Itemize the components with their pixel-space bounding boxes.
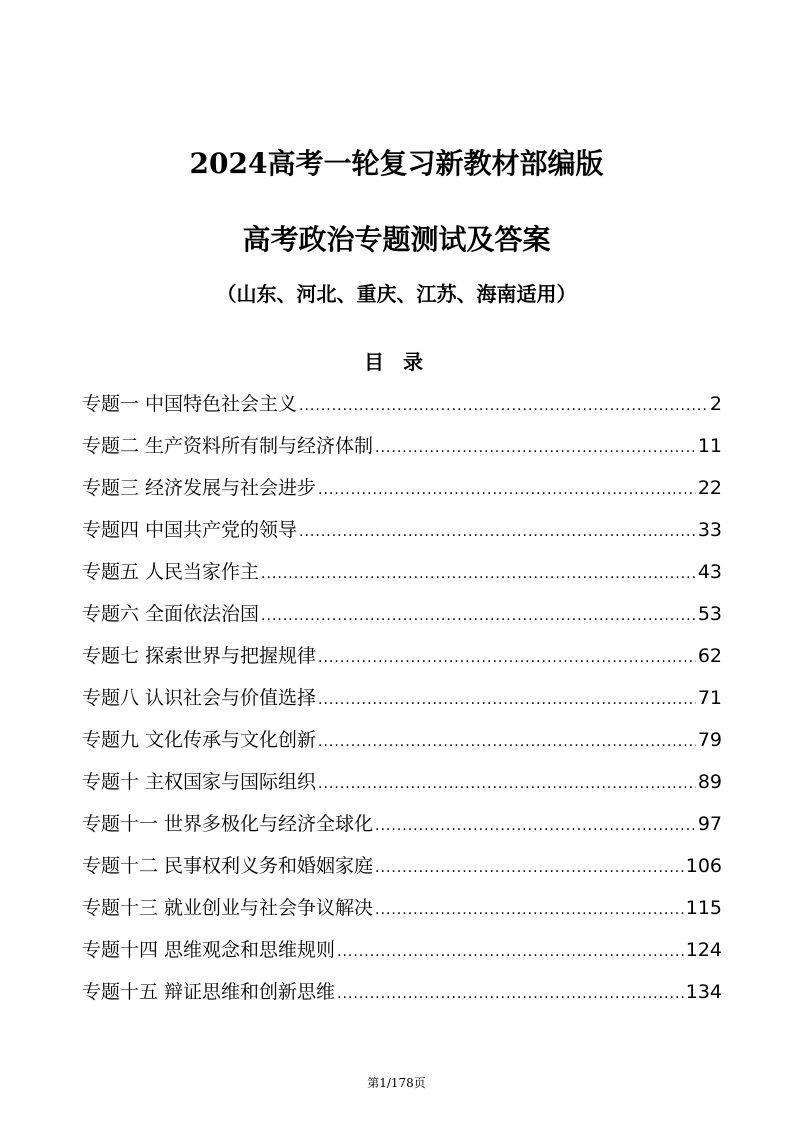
toc-entry-page: 53 [697,603,722,625]
toc-entry-number: 专题一 [82,393,140,415]
toc-entry-title: 思维观念和思维规则 [164,939,336,961]
toc-entry-number: 专题十五 [82,981,159,1003]
toc-entry-page: 79 [697,729,722,751]
toc-entry[interactable] [82,719,722,761]
toc-entry-number: 专题九 [82,729,140,751]
toc-entry-title: 中国共产党的领导 [145,519,298,541]
toc-entry-page: 115 [685,897,722,919]
toc-entry-number: 专题十四 [82,939,159,961]
toc-entry[interactable] [82,593,722,635]
toc-entry[interactable] [82,425,722,467]
applicability-note: （山东、河北、重庆、江苏、海南适用） [216,282,577,306]
toc-entry-title: 世界多极化与经济全球化 [164,813,374,835]
toc-leader-dots [261,595,696,635]
toc-entry[interactable] [82,677,722,719]
toc-entry[interactable] [82,929,722,971]
toc-entry-number: 专题二 [82,435,140,457]
toc-entry[interactable] [82,845,722,887]
toc-entry-number: 专题十一 [82,813,159,835]
table-of-contents [82,383,722,1013]
toc-entry-number: 专题四 [82,519,140,541]
toc-entry-page: 62 [697,645,722,667]
toc-leader-dots [318,469,696,509]
toc-entry-title: 人民当家作主 [145,561,260,583]
toc-leader-dots [261,553,696,593]
document-title: 2024高考一轮复习新教材部编版 [189,147,604,180]
toc-entry-title: 主权国家与国际组织 [145,771,317,793]
toc-entry-number: 专题十二 [82,855,159,877]
toc-entry-page: 43 [697,561,722,583]
toc-entry-number: 专题三 [82,477,140,499]
toc-entry[interactable] [82,509,722,551]
toc-entry-title: 经济发展与社会进步 [145,477,317,499]
toc-entry-page: 106 [685,855,722,877]
toc-entry-page: 97 [697,813,722,835]
toc-leader-dots [375,805,696,845]
toc-entry-title: 中国特色社会主义 [145,393,298,415]
toc-leader-dots [375,427,696,467]
toc-entry-title: 生产资料所有制与经济体制 [145,435,374,457]
toc-entry[interactable] [82,551,722,593]
toc-entry-title: 探索世界与把握规律 [145,645,317,667]
toc-leader-dots [318,679,696,719]
toc-entry[interactable] [82,635,722,677]
document-subtitle: 高考政治专题测试及答案 [242,223,551,256]
toc-entry-title: 认识社会与价值选择 [145,687,317,709]
toc-entry-number: 专题六 [82,603,140,625]
toc-leader-dots [299,385,708,425]
toc-entry-number: 专题十三 [82,897,159,919]
toc-leader-dots [375,847,684,887]
toc-entry-page: 71 [697,687,722,709]
toc-leader-dots [299,511,696,551]
toc-entry-title: 全面依法治国 [145,603,260,625]
toc-leader-dots [318,763,696,803]
toc-leader-dots [337,931,684,971]
toc-entry-page: 11 [697,435,722,457]
toc-entry-number: 专题十 [82,771,140,793]
toc-leader-dots [337,973,684,1013]
toc-entry[interactable] [82,467,722,509]
toc-entry-number: 专题八 [82,687,140,709]
toc-leader-dots [318,721,696,761]
toc-entry-number: 专题五 [82,561,140,583]
toc-entry-page: 2 [709,393,722,415]
toc-entry[interactable] [82,803,722,845]
toc-entry-page: 22 [697,477,722,499]
toc-entry-title: 民事权利义务和婚姻家庭 [164,855,374,877]
toc-entry[interactable] [82,383,722,425]
toc-entry-title: 文化传承与文化创新 [145,729,317,751]
page-number-footer: 第1/178页 [367,1076,426,1090]
toc-entry-page: 134 [685,981,722,1003]
toc-entry-number: 专题七 [82,645,140,667]
toc-entry-title: 辩证思维和创新思维 [164,981,336,1003]
toc-entry-title: 就业创业与社会争议解决 [164,897,374,919]
toc-entry-page: 33 [697,519,722,541]
toc-entry-page: 124 [685,939,722,961]
toc-leader-dots [318,637,696,677]
toc-entry[interactable] [82,971,722,1013]
toc-entry-page: 89 [697,771,722,793]
toc-leader-dots [375,889,684,929]
toc-entry[interactable] [82,761,722,803]
toc-heading: 目 录 [364,350,429,374]
toc-entry[interactable] [82,887,722,929]
